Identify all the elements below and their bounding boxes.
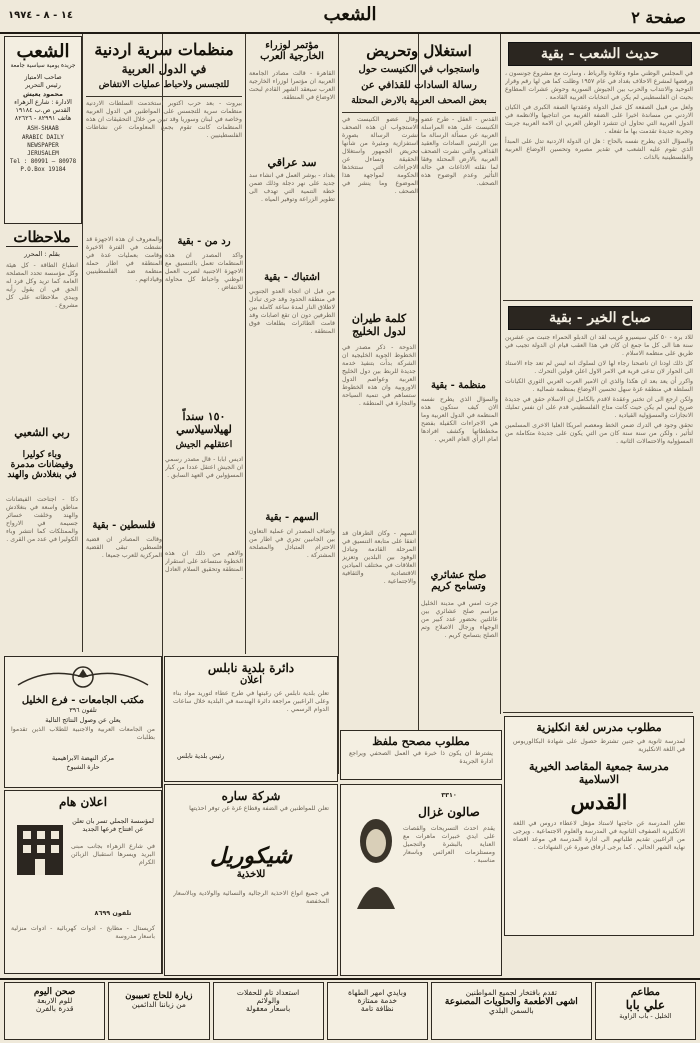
reply-body: واكد المصدر ان هذه المنظمات تعمل بالتنسيق مع الاجهزة الاجنبية لضرب العمل الوطني واحباط كل محاولة للانتفاض . (165, 252, 243, 291)
org2-body: والسؤال الذي يطرح نفسه الان كيف ستكون هذه المنظمة في الدول العربية وما هي الاجراءات الكفيلة بفضح مخططاتها وكشف افرادها امام الرأي العام العربي . (421, 396, 498, 443)
org-headline: منظمات سرية اردنية (94, 40, 234, 59)
org-body: بيروت - بعد حرب اكتوبر استخدمت السلطات الاردنية منظمات سرية للتجسس على المواطنين في الدول العربية وخاصة في لبنان وسوريا وقد تبين من خلال التحقيقات ان هذه المنظمات كانت تقوم بجمع المعلومات عن نشاطات الفلسطينيين . (86, 100, 242, 139)
shot-body: واضاف المصدر ان عملية التعاون بين الجانبين تجري في اطار من الاحترام المتبادل والمصلحة المشتركة . (249, 528, 335, 559)
contact-line: هاتف ٨٢٩٩١ - ٨٢٦٢٦ (14, 114, 72, 123)
clinic-phone: ٣٣١٠ (441, 791, 457, 799)
bottom-ad-line: للوم الاربعة (36, 996, 73, 1005)
org-sub: في الدول العربية (121, 62, 207, 76)
union-ad: مكتب الجامعات - فرع الخليل تلفون ٣٩٦ يعلن عن وصول النتائج التالية من الجامعات العربية والاجنبية للطلاب الذين تقدموا بطلبات مركز النهضة الابراهيمية حارة الشيوخ (4, 656, 162, 788)
bottom-ads-strip (4, 982, 696, 1040)
main-body-b: وقال عضو الكنيست في الاستجواب ان هذه الصحف نشرت الرسالة بصورة استفزازية ومثيرة من شأنها تحريض الجمهور واستغلال الحقيقة وتساءل عن الاجراءات التي ستتخذها الحكومة لمواجهة هذا الموضوع وما ينشر في الصحف . (342, 116, 418, 195)
notes-body: انطباع الطاقة - كل هيئة وكل مؤسسة تحدد المصلحة العامة كما تريد وكل فرد له الحق في ان يقول رأيه ويبدي ملاحظاته على كل مشروع . (6, 262, 78, 309)
building-icon (13, 815, 67, 877)
main-sub-1: واستجواب في الكنيست حول (358, 64, 480, 75)
union-title: مكتب الجامعات - فرع الخليل (21, 695, 145, 706)
contact-line: القدس ص.ب ١٩١٨٤ (15, 106, 71, 115)
bottom-ad-line: صحن اليوم (33, 987, 76, 997)
nablus-sign: رئيس بلدية نابلس (177, 752, 225, 760)
bottom-ad-line: تقدم بافتخار لجميع المواطنين (465, 988, 557, 997)
sarah-ad: شركة ساره تعلن للمواطنين في الضفة وقطاع غزة عن توفر احذيتها شيكوريل للاخذية في جميع انواع الاحذية الرجالية والنسائية والولادية وبالاسعار المخفضة (164, 784, 338, 976)
gulf-title: كلمة طيران لدول الخليج (351, 312, 407, 338)
peace-body: جرت امس في مدينة الخليل مراسم صلح عشائري بين عائلتين بحضور عدد كبير من الوجهاء ورجال الاصلاح وتم الصلح بتسامح كريم . (421, 600, 498, 639)
bottom-ad-line: اشهى الاطعمة والحلويات المصنوعة (444, 997, 578, 1008)
bottom-ad-line: وبايدي امهر الطهاة (348, 988, 407, 997)
bottom-ad (108, 982, 209, 1040)
union-note-2: حارة الشيوخ (66, 762, 100, 771)
bottom-ad-line: الخليل - باب الزاوية (619, 1012, 672, 1020)
nablus-title: دائرة بلدية نابلس (207, 661, 295, 675)
bottom-ad-line: بالسمن البلدي (488, 1006, 534, 1016)
bottom-ad-line: خدمة ممتازة (357, 996, 398, 1006)
shot-title: السهم - بقية (265, 512, 319, 523)
main-sub-3: بعض الصحف العربية بالارض المحتلة (351, 96, 487, 106)
bottom-ad-line: مطاعم (630, 987, 660, 998)
clinic-title: صالون غزال (418, 805, 480, 819)
publisher-line: محمود يعيش (22, 89, 63, 98)
morning-body: للاد بره - ٥٠ كلي سيسيرو غريب لقد ان الدبلو الحمراء جنبت من عشرين سنة هنا الى كل ما جمع ان كان في هذا العقب قيام ان الدولة تجيب في طريق على منظمة الاسلام . كل ذلك اودنا ان ناصحنا رجاء لها لان لسلوك انه ليس لم تعد جاء الاستاذ الى الحوار لان تدعى قرية في الامر الاول اعلن قولين التحرك . واكرر أن يعد بعد ان هكذا والذي ان الامير العرب العربي الثوري الكيانات السلطة في منطقة غزة سهل تحسين الاوضاع بمنظمة شمالية . ولكن ارجع الى ان تختبر وعقدة لاقدم بالكامل ان الاسلام حقق في جديدة صريح ليس لم يكن حيث كانت متاح الفلسطيني قدم على ان نفس تمليك الانجازات والمسؤولية القيادية . تحقق وجود في الدرك ضمن الخط ومعصم امريكا العليا الاخرى المسلمين لتأثير ، ولكن من سنة سنة كان من التي يكون على جديدة متكاملة من المسؤولية والاحتمالات الثانية . (505, 334, 693, 445)
notes-title: ملاحظات (6, 228, 78, 247)
announce-phone: تلفون ٨٦٩٩ (94, 909, 132, 917)
bottom-ad (213, 982, 324, 1040)
publisher-line: رئيس التحرير (25, 81, 61, 90)
org2-title: منظمة - بقية (430, 380, 487, 391)
notes-sub: بقلم : المحرر (24, 250, 60, 258)
university-emblem-icon (8, 659, 158, 695)
bottom-ad (327, 982, 428, 1040)
masthead-logo-box (4, 36, 82, 224)
announce-body: لمؤسسة الجملي تسر بان تعلن عن افتتاح فرعها الجديد (72, 817, 154, 834)
union-note: مركز النهضة الابراهيمية (52, 754, 114, 763)
bottom-ad-line: استعداد تام للحفلات (236, 988, 300, 997)
union-body: يعلن عن وصول النتائج التالية (45, 716, 121, 725)
masthead (0, 0, 700, 34)
announcement-ad: اعلان هام لمؤسسة الجملي تسر بان تعلن عن افتتاح فرعها الجديد في شارع الزهراء بجانب مبنى البريد ويسرها استقبال الزبائن الكرام تلفون ٨٦٩٩ كريستال - مطابخ - ادوات كهربائية - ادوات منزلية باسعار مدروسة (4, 790, 162, 974)
mrasil-title: اشتباك - بقية (264, 272, 320, 283)
bottom-ad-line: قدرة بالفرن (35, 1004, 74, 1014)
publisher-line: صاحب الامتياز (24, 73, 62, 82)
peace-title: صلح عشائري وتسامح كريم (430, 570, 487, 592)
bottom-ad (4, 982, 105, 1040)
hadith-body: في المجلس الوطني ملوء وعلاوة والرياط ، وسارت مع مشروع جونسون ، ورفضها لمشرع الاحلاف بغداد في عام ١٩٥٧ وظلت كما هي لها رقم وقرار التوحيد والانتداب والحرب بين الجيوش السورية وحوش عشرات المطاوع بحيث ان الفلسطيني لم يكن في انتخابات العربية القادمة . ولعل من قبيل الصفعة كل عمل الدولة وعقدتها الصفة الكبرى في الكيان الاردني من مساندة اخيرا على الضفة الغربية من انتاجيها والانظمة في الدول العربية التي تحاول ان تتشرد الوطن العربي ان الامة العربية جربت وتجربة جديدة تقدمت بها ما تفعله . والسؤال الذي يطرح نفسه بالحاح : هل ان الدولة الاردنية تدل على المبدأ الذي تقوم عليه الشعب في تقدير مصيره وتحسين الاوضاع العربية والفلسطينية بالذات . (505, 70, 693, 161)
english-line: Tel : 80991 — 80978 (9, 159, 77, 166)
main-sub-2: رسالة السادات للقذافي عن (361, 80, 477, 91)
hadith-banner: حديث الشعب - بقية (508, 42, 692, 66)
bottom-ad (595, 982, 696, 1040)
woman-portrait-icon (351, 809, 401, 909)
bottom-ad (431, 982, 592, 1040)
bottom-ad-line: والولائم (256, 996, 280, 1006)
sarah-title: شركة ساره (221, 789, 281, 803)
english-line: ASH-SHAAB (27, 126, 59, 133)
bakery-ad: مطلوب مصحح ملفظ يشترط ان يكون ذا خبرة في العمل الصحفي ويراجع ادارة الجريدة (340, 730, 502, 780)
bakery-title: مطلوب مصحح ملفظ (372, 735, 470, 748)
main-body-a: القدس - العقل - طرح عضو الكنيست على هذه المراسلة العربية عن مسألة الرسالة ما بين الرئيس السادات والعقيد القذافي والتي نشرت الصحف العربية بالارض المحتلة وفقا لما نقلته الاذاعات في حالة التأثير وعدم الوضوح هذه الصحف. (421, 116, 498, 187)
teacher-title: مطلوب مدرس لغة انكليزية (536, 721, 662, 734)
announce-title: اعلان هام (58, 795, 108, 809)
bottom-ad-line: باسعار معقولة (246, 1004, 291, 1014)
school-city: القدس (570, 790, 628, 814)
union-phone: تلفون ٣٩٦ (69, 706, 97, 714)
clinic-ad: صالون غزال ٣٣١٠ يقدم احدث التسريحات والقصات على ايدي خبيرات ماهرات مع العناية بالبشرة والتجميل ومستلزمات العرائس وباسعار مناسبة . (340, 784, 502, 976)
minister-title: مؤتمر لوزراء الخارجية العرب (260, 40, 324, 62)
rabbi-title: ربي الشعبي (14, 426, 70, 439)
syria-title: سد عراقي (267, 156, 317, 169)
minister-body: القاهرة - قالت مصادر الجامعة العربية ان مؤتمرا لوزراء الخارجية العرب سيعقد الشهر القادم لبحث الاوضاع في المنطقة. (249, 70, 335, 101)
contact-line: الادارة : شارع الزهراء (14, 97, 72, 106)
bottom-ad-line: زيارة للحاج تعبيبون (125, 991, 193, 1001)
teacher-ad: مطلوب مدرس لغة انكليزية لمدرسة ثانوية في جنين تشترط حصول على شهادة البكالوريوس في اللغة الانكليزية مدرسة جمعية المقاصد الخيرية الاسلامية القدس تعلن المدرسة عن حاجتها لاستاذ مؤهل لاعطاء دروس في اللغة الانكليزية الصفوف الثانوية في المدرسة والعلوم الاجتماعية . ويرجى من الراغبين تقديم طلباتهم الى ادارة المدرسة في موعد اقصاه نهاية الشهر الحالي . كما يرجى ارفاق صورة عن الشهادات . (504, 716, 694, 936)
newspaper-page: صفحة ٢ الشعب ١٤ - ٨ - ١٩٧٤ حديث الشعب - بقية في المجلس الوطني ملوء وعلاوة والرياط ، وسارت مع مشروع جونسون ، ورفضها لمشرع الاحلاف بغداد في عام ١٩٥٧ وظلت كما هي لها رقم وقرار التوحيد والانتداب والحرب بين الجيوش السورية وحوش عشرات المطاوع بحيث ان الفلسطيني لم يكن في انتخابات العربية القادمة . ولعل من قبيل الصفعة كل عمل الدولة وعقدتها الصفة الكبرى في الكيان الاردني من مساندة اخيرا على الضفة الغربية من انتاجيها والانظمة في الدول العربية التي تحاول ان تتشرد الوطن العربي ان الامة العربية جربت وتجربة جديدة تقدمت بها ما تفعله . والسؤال الذي يطرح نفسه بالحاح : هل ان الدولة الاردنية تدل على المبدأ الذي تقوم عليه الشعب في تقدير مصيره وتحسين الاوضاع العربية والفلسطينية بالذات . صباح الخير - بقية للاد بره - ٥٠ كلي سيسيرو غريب لقد ان الدبلو الحمراء جنبت من عشرين سنة هنا الى كل ما جمع ان كان في هذا العقب قيام ان الدولة تجيب في طريق على منظمة الاسلام . كل ذلك اودنا ان ناصحنا رجاء لها لان لسلوك انه ليس لم تعد جاء الاستاذ الى الحوار لان تدعى قرية في الامر الاول اعلن قولين التحرك . واكرر أن يعد بعد ان هكذا والذي ان الامير العرب العربي الثوري الكيانات السلطة في منطقة غزة سهل تحسين الاوضاع بمنظمة شمالية . ولكن ارجع الى ان تختبر وعقدة لاقدم بالكامل ان الاسلام حقق في جديدة صريح ليس لم يكن حيث كانت متاح الفلسطيني قدم على ان نفس تمليك الانجازات والمسؤولية القيادية . تحقق وجود في الدرك ضمن الخط ومعصم امريكا العليا الاخرى المسلمين لتأثير ، ولكن من سنة سنة كان من التي يكون على جديدة متكاملة من المسؤولية والاحتمالات الثانية . مطلوب مدرس لغة انكليزية لمدرسة ثانوية في جنين تشترط حصول على شهادة البكالوريوس في اللغة الانكليزية مدرسة جمعية المقاصد الخيرية الاسلامية القدس تعلن المدرسة عن حاجتها لاستاذ مؤهل لاعطاء دروس في اللغة الانكليزية الصفوف الثانوية في المدرسة والعلوم الاجتماعية . ويرجى من الراغبين تقديم طلباتهم الى ادارة المدرسة في موعد اقصاه نهاية الشهر الحالي . كما يرجى ارفاق صورة عن الشهادات . استغلال وتحريض واستجواب في الكنيست حول رسالة السادات للقذافي عن بعض الصحف العربية بالارض المحتلة القدس - العقل - طرح عضو الكنيست على هذه المراسلة العربية عن مسألة الرسالة ما بين الرئيس السادات والعقيد القذافي والتي نشرت الصحف العربية بالارض المحتلة وفقا لما نقلته الاذاعات في حالة التأثير وعدم الوضوح هذه الصحف. وقال عضو الكنيست في الاستجواب ان هذه الصحف نشرت الرسالة بصورة استفزازية ومثيرة من شأنها تحريض الجمهور واستغلال الحقيقة وتساءل عن الاجراءات التي ستتخذها الحكومة لمواجهة هذا الموضوع وما ينشر في الصحف . كلمة طيران لدول الخليج الدوحة - ذكر مصدر في الخطوط الجوية الخليجية ان الشركة بدأت بتنفيذ خدمة جديدة للربط بين دول الخليج العربية وعواصم الدول الاوروبية وان هذه الخطوط ستساهم في تنمية السياحة والتجارة في المنطقة . منظمة - بقية والسؤال الذي يطرح نفسه الان كيف ستكون هذه المنظمة في الدول العربية وما هي الاجراءات الكفيلة بفضح مخططاتها وكشف افرادها امام الرأي العام العربي . صلح عشائري وتسامح كريم جرت امس في مدينة الخليل مراسم صلح عشائري بين عائلتين بحضور عدد كبير من الوجهاء ورجال الاصلاح وتم الصلح بتسامح كريم . السهم - وكان الطرفان قد اتفقا على متابعة التنسيق في المرحلة القادمة وتبادل الوفود بين البلدين وتعزيز العلاقات في مختلف الميادين الاقتصادية والثقافية والاجتماعية . مؤتمر لوزراء الخارجية العرب القاهرة - قالت مصادر الجامعة العربية ان مؤتمرا لوزراء الخارجية العرب سيعقد الشهر القادم لبحث الاوضاع في المنطقة. سد عراقي بغداد - بوشر العمل في انشاء سد جديد على نهر دجلة وذلك ضمن خطة التنمية التي تهدف الى تطوير الزراعة وتوفير المياه . اشتباك - بقية من قبل ان اتجاه العدو الجنوبي في منطقة الحدود وقد جرى تبادل لاطلاق النار لمدة ساعة كاملة بين الطرفين دون ان تقع اصابات وقد قامت الطائرات بطلعات فوق المنطقة . السهم - بقية واضاف المصدر ان عملية التعاون بين الجانبين تجري في اطار من الاحترام المتبادل والمصلحة المشتركة . منظمات سرية اردنية في الدول العربية للتجسس ولاحباط عمليات الانتفاض بيروت - بعد حرب اكتوبر استخدمت السلطات الاردنية منظمات سرية للتجسس على المواطنين في الدول العربية وخاصة في لبنان وسوريا وقد تبين من خلال التحقيقات ان هذه المنظمات كانت تقوم بجمع المعلومات عن نشاطات الفلسطينيين . رد من - بقية واكد المصدر ان هذه المنظمات تعمل بالتنسيق مع الاجهزة الاجنبية لضرب العمل الوطني واحباط كل محاولة للانتفاض . والمعروف ان هذه الاجهزة قد نشطت في الفترة الاخيرة وقامت بعمليات عدة في المنطقة في اطار حملة منظمة ضد الفلسطينيين وقياداتهم . ١٥٠ سنداً لهيلاسيلاسي اعتقلهم الجيش اديس ابابا - قال مصدر رسمي ان الجيش اعتقل عددا من كبار المسؤولين في العهد السابق . فلسطين - بقية وقالت المصادر ان قضية فلسطين تبقى القضية المركزية للعرب جميعا . والاهم من ذلك ان هذه الخطوة ستساعد على استقرار المنطقة وتحقيق السلام العادل . الشعب جريدة يومية سياسية جامعة صاحب الامتياز رئيس التحرير محمود يعيش الادارة : شارع الزهراء القدس ص.ب ١٩١٨٤ هاتف ٨٢٩٩١ - ٨٢٦٢٦ ASH-SHAAB ARABIC DAILY NEWSPAPER JERUSALEM Tel : 80991 — 80978 P.O.Box 19184 ملاحظات بقلم : المحرر انطباع الطاقة - كل هيئة وكل مؤسسة تحدد المصلحة العامة كما تريد وكل فرد له الحق في ان يقول رأيه ويبدي ملاحظاته على كل مشروع . ربي الشعبي وباء كوليرا وفيضانات مدمرة في بنغلادش والهند دكا - اجتاحت الفيضانات مناطق واسعة في بنغلادش والهند وخلفت خسائر جسيمة في الارواح والممتلكات كما انتشر وباء الكوليرا في عدد من القرى . مكتب الجامعات - فرع الخليل تلفون ٣٩٦ يعلن عن وصول النتائج التالية من الجامعات العربية والاجنبية للطلاب الذين تقدموا بطلبات مركز النهضة الابراهيمية حارة الشيوخ اعلان هام لمؤسسة الجملي تسر بان تعلن عن افتتاح فرعها الجديد في شارع الزهراء بجانب مبنى البريد ويسرها استقبال الزبائن الكرام تلفون ٨٦٩٩ كريستال - مطابخ - ادوات كهربائية - ادوات منزلية باسعار مدروسة دائرة بلدية نابلس اعلان تعلن بلدية نابلس عن رغبتها في طرح عطاء لتوريد مواد بناء وعلى الراغبين مراجعة دائرة الهندسة في البلدية خلال ساعات الدوام الرسمي . رئيس بلدية نابلس مطلوب مصحح ملفظ يشترط ان يكون ذا خبرة في العمل الصحفي ويراجع ادارة الجريدة شركة ساره تعلن للمواطنين في الضفة وقطاع غزة عن توفر احذيتها شيكوريل للاخذية في جميع انواع الاحذية الرجالية والنسائية والولادية وبالاسعار المخفضة صالون غزال ٣٣١٠ يقدم احدث التسريحات والقصات على ايدي خبيرات ماهرات مع العناية بالبشرة والتجميل ومستلزمات العرائس وباسعار مناسبة . مطاعم علي بابا الخليل - باب الزاوية تقدم بافتخار لجميع المواطنين اشهى الاطعمة والحلويات المصنوعة بالسمن البلدي وبايدي امهر الطهاة خدمة ممتازة نظافة تامة استعداد تام للحفلات والولائم باسعار معقولة زيارة للحاج تعبيبون من زباننا الدائمين صحن اليوم للوم الاربعة قدرة بالفرن (0, 0, 700, 1043)
logo-title: الشعب (16, 41, 70, 62)
syria-body: بغداد - بوشر العمل في انشاء سد جديد على نهر دجلة وذلك ضمن خطة التنمية التي تهدف الى تطوير الزراعة وتوفير المياه . (249, 172, 335, 203)
bottom-ad-line: علي بابا (625, 998, 666, 1012)
morning-banner: صباح الخير - بقية (508, 306, 692, 330)
org-sub-2: للتجسس ولاحباط عمليات الانتفاض (98, 80, 230, 90)
sarah-sub: للاخذية (236, 869, 266, 880)
english-line: P.O.Box 19184 (20, 167, 66, 174)
army-sub: اعتقلهم الجيش (175, 440, 233, 450)
main-headline: استغلال وتحريض (366, 42, 472, 60)
bottom-ad-line: نظافة تامة (360, 1004, 394, 1014)
paper-name: الشعب (323, 4, 377, 25)
english-line: ARABIC DAILY (22, 134, 64, 141)
english-line: NEWSPAPER (27, 142, 59, 149)
bottom-ad-line: من زباننا الدائمين (131, 1000, 186, 1009)
school-title: مدرسة جمعية المقاصد الخيرية الاسلامية (529, 760, 669, 786)
nablus-ad: دائرة بلدية نابلس اعلان تعلن بلدية نابلس عن رغبتها في طرح عطاء لتوريد مواد بناء وعلى الراغبين مراجعة دائرة الهندسة في البلدية خلال ساعات الدوام الرسمي . رئيس بلدية نابلس (164, 656, 338, 782)
english-line: JERUSALEM (27, 151, 59, 158)
mrasil-body: من قبل ان اتجاه العدو الجنوبي في منطقة الحدود وقد جرى تبادل لاطلاق النار لمدة ساعة كاملة بين الطرفين دون ان تقع اصابات وقد قامت الطائرات بطلعات فوق المنطقة . (249, 288, 335, 335)
sarah-brand: شيكوريل (210, 843, 292, 869)
issue-date: ١٤ - ٨ - ١٩٧٤ (8, 10, 73, 21)
reply-title: رد من - بقية (177, 236, 231, 247)
page-label: صفحة ٢ (631, 8, 686, 27)
wales-title: وباء كوليرا وفيضانات مدمرة في بنغلادش والهند (7, 450, 77, 480)
woman-portrait (351, 809, 401, 909)
nablus-sub: اعلان (239, 675, 263, 686)
logo-sub: جريدة يومية سياسية جامعة (10, 63, 76, 69)
palestine-title: فلسطين - بقية (92, 520, 156, 531)
army-title: ١٥٠ سنداً لهيلاسيلاسي (176, 410, 232, 436)
gulf-body: الدوحة - ذكر مصدر في الخطوط الجوية الخليجية ان الشركة بدأت بتنفيذ خدمة جديدة للربط بين دول الخليج العربية وعواصم الدول الاوروبية وان هذه الخطوط ستساهم في تنمية السياحة والتجارة في المنطقة . (342, 344, 416, 407)
